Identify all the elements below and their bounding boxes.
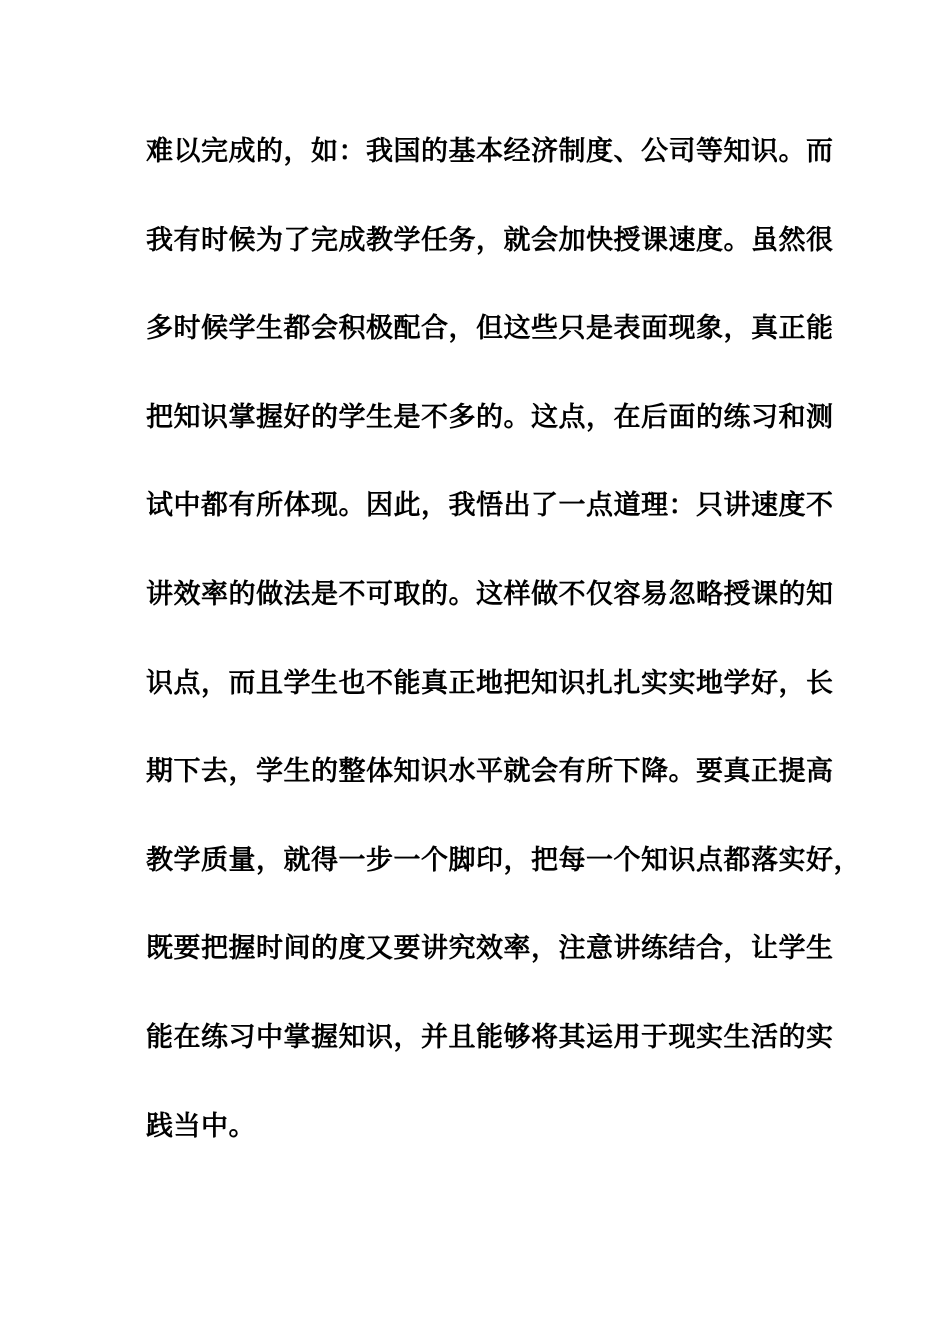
text-line: 期下去，学生的整体知识水平就会有所下降。要真正提高 — [146, 756, 834, 788]
text-line: 把知识掌握好的学生是不多的。这点，在后面的练习和测 — [146, 401, 834, 433]
text-line: 多时候学生都会积极配合，但这些只是表面现象，真正能 — [146, 313, 834, 345]
text-line: 能在练习中掌握知识，并且能够将其运用于现实生活的实 — [146, 1021, 834, 1053]
text-line: 践当中。 — [146, 1110, 256, 1142]
text-line: 讲效率的做法是不可取的。这样做不仅容易忽略授课的知 — [146, 578, 834, 610]
text-line: 既要把握时间的度又要讲究效率，注意讲练结合，让学生 — [146, 933, 834, 965]
text-line: 难以完成的，如：我国的基本经济制度、公司等知识。而 — [146, 136, 834, 167]
text-line: 识点，而且学生也不能真正地把知识扎扎实实地学好，长 — [146, 667, 834, 699]
text-line: 我有时候为了完成教学任务，就会加快授课速度。虽然很 — [146, 224, 834, 256]
text-line: 教学质量，就得一步一个脚印，把每一个知识点都落实好， — [146, 844, 861, 876]
body-paragraph — [146, 130, 861, 1193]
text-line: 试中都有所体现。因此，我悟出了一点道理：只讲速度不 — [146, 490, 834, 522]
